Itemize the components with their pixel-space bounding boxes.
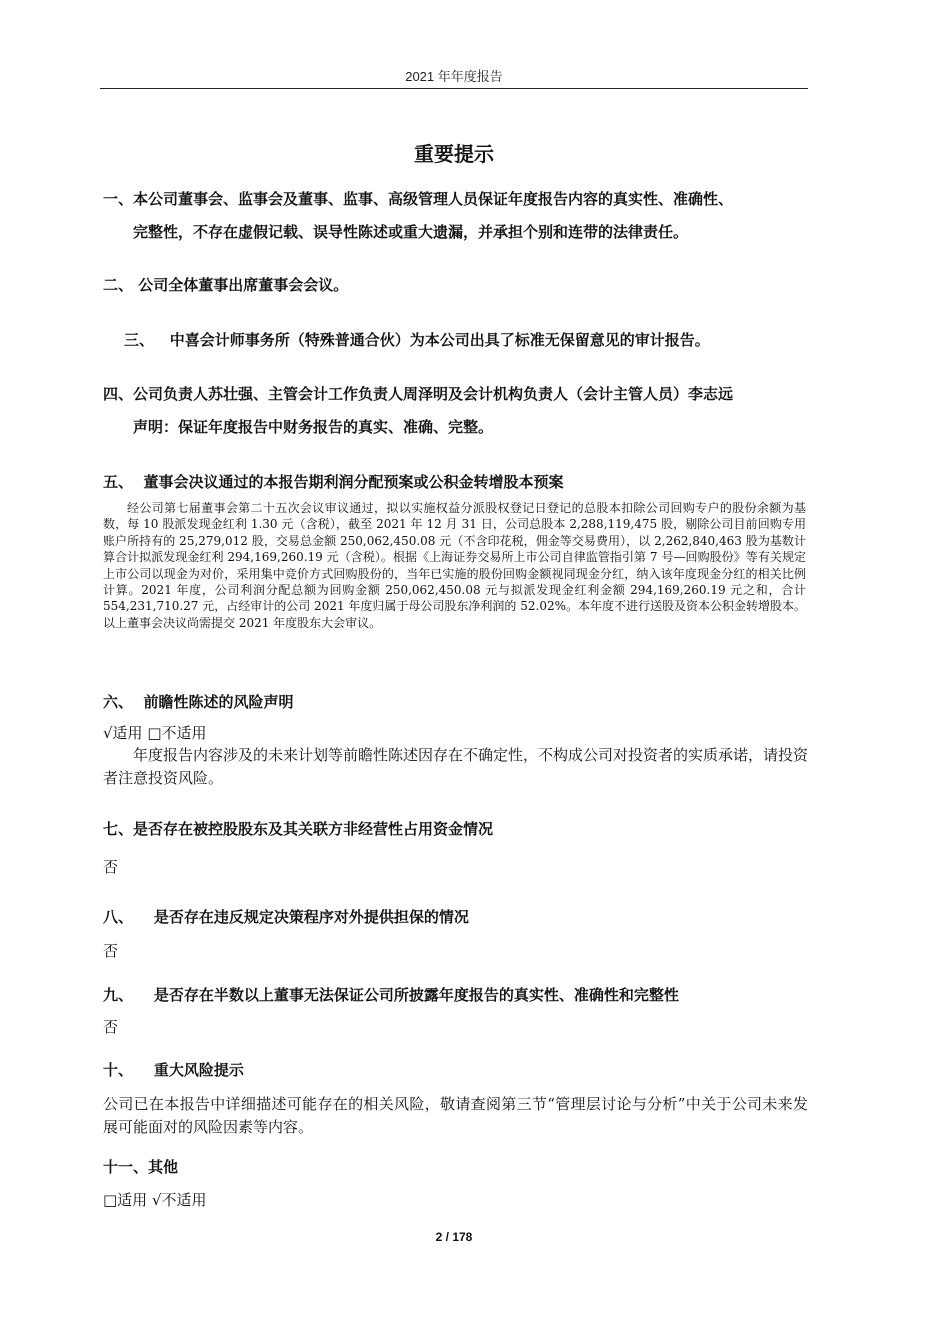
section-3-number: 三、 bbox=[124, 331, 155, 349]
section-10-number: 十、 bbox=[103, 1061, 134, 1079]
section-7-answer: 否 bbox=[103, 858, 119, 876]
section-1-line2: 完整性，不存在虚假记载、误导性陈述或重大遗漏，并承担个别和连带的法律责任。 bbox=[133, 223, 689, 241]
section-6-number: 六、 bbox=[103, 693, 134, 711]
section-4-line1: 公司负责人苏壮强、主管会计工作负责人周泽明及会计机构负责人（会计主管人员）李志远 bbox=[133, 385, 734, 403]
section-4-line2: 声明：保证年度报告中财务报告的真实、准确、完整。 bbox=[133, 418, 494, 436]
section-8-answer: 否 bbox=[103, 942, 119, 960]
section-10 bbox=[103, 1054, 244, 1087]
section-11-number: 十一、 bbox=[103, 1158, 149, 1176]
section-5 bbox=[103, 466, 563, 499]
section-7-number: 七、 bbox=[103, 820, 134, 838]
section-11-applicability: □适用 √不适用 bbox=[103, 1191, 207, 1209]
section-1-continued bbox=[133, 216, 688, 249]
section-9-heading: 是否存在半数以上董事无法保证公司所披露年度报告的真实性、准确性和完整性 bbox=[153, 986, 679, 1004]
section-8-number: 八、 bbox=[103, 908, 134, 926]
section-11-heading: 其他 bbox=[148, 1158, 179, 1176]
section-8 bbox=[103, 901, 469, 934]
section-3 bbox=[124, 324, 710, 357]
page-number: 2 / 178 bbox=[435, 1230, 473, 1244]
section-10-body: 公司已在本报告中详细描述可能存在的相关风险，敬请查阅第三节“管理层讨论与分析”中关于公司未来发展可能面对的风险因素等内容。 bbox=[103, 1095, 808, 1136]
section-3-heading: 中喜会计师事务所（特殊普通合伙）为本公司出具了标准无保留意见的审计报告。 bbox=[169, 331, 710, 349]
section-7-heading: 是否存在被控股股东及其关联方非经营性占用资金情况 bbox=[133, 820, 494, 838]
header-divider bbox=[100, 88, 808, 89]
section-1 bbox=[103, 183, 733, 216]
section-7 bbox=[103, 813, 493, 846]
section-1-number: 一、 bbox=[103, 190, 134, 208]
section-9-number: 九、 bbox=[103, 986, 134, 1004]
section-9 bbox=[103, 979, 679, 1012]
section-4-continued bbox=[133, 411, 493, 444]
section-2 bbox=[103, 269, 348, 302]
section-2-heading: 公司全体董事出席董事会会议。 bbox=[138, 276, 349, 294]
section-6 bbox=[103, 686, 293, 719]
section-10-heading: 重大风险提示 bbox=[153, 1061, 244, 1079]
section-1-line1: 本公司董事会、监事会及董事、监事、高级管理人员保证年度报告内容的真实性、准确性、 bbox=[133, 190, 734, 208]
section-6-heading: 前瞻性陈述的风险声明 bbox=[143, 693, 294, 711]
section-5-number: 五、 bbox=[103, 473, 134, 491]
section-11 bbox=[103, 1151, 178, 1184]
section-5-heading: 董事会决议通过的本报告期利润分配预案或公积金转增股本预案 bbox=[143, 473, 564, 491]
page-title: 重要提示 bbox=[414, 142, 494, 166]
section-2-number: 二、 bbox=[103, 276, 134, 294]
section-9-answer: 否 bbox=[103, 1018, 119, 1036]
section-6-body: 年度报告内容涉及的未来计划等前瞻性陈述因存在不确定性，不构成公司对投资者的实质承诺，请投资者注意投资风险。 bbox=[103, 746, 809, 787]
page-header: 2021 年年度报告 bbox=[405, 69, 503, 84]
section-8-heading: 是否存在违反规定决策程序对外提供担保的情况 bbox=[153, 908, 469, 926]
section-4 bbox=[103, 378, 733, 411]
section-4-number: 四、 bbox=[103, 385, 134, 403]
section-5-body: 经公司第七届董事会第二十五次会议审议通过，拟以实施权益分派股权登记日登记的总股本扣除公司回购专户的股份余额为基数，每 10 股派发现金红利 1.30 元（含税），截至 2021 年 12 月 31 日，公司总股本 2,288,119,475 股，剔除公司目前回购专用账户所持有的 25,279,012 股，交易总金额 250,062,450.08 元（不含印花税，佣金等交易费用），以 2,262,840,463 股为基数计算合计拟派发现金红利 294,169,260.19 元（含税）。根据《上海证券交易所上市公司自律监管指引第 7 号—回购股份》等有关规定上市公司以现金为对价，采用集中竞价方式回购股份的，当年已实施的股份回购金额视同现金分红，纳入该年度现金分红的相关比例计算。2021 年度，公司利润分配总额为回购金额 250,062,450.08 元与拟派发现金红利金额 294,169,260.19 元之和，合计 554,231,710.27 元，占经审计的公司 2021 年度归属于母公司股东净利润的 52.02%。本年度不进行送股及资本公积金转增股本。以上董事会决议尚需提交 2021 年度股东大会审议。 bbox=[103, 501, 806, 630]
section-6-applicability: √适用 □不适用 bbox=[103, 724, 207, 742]
